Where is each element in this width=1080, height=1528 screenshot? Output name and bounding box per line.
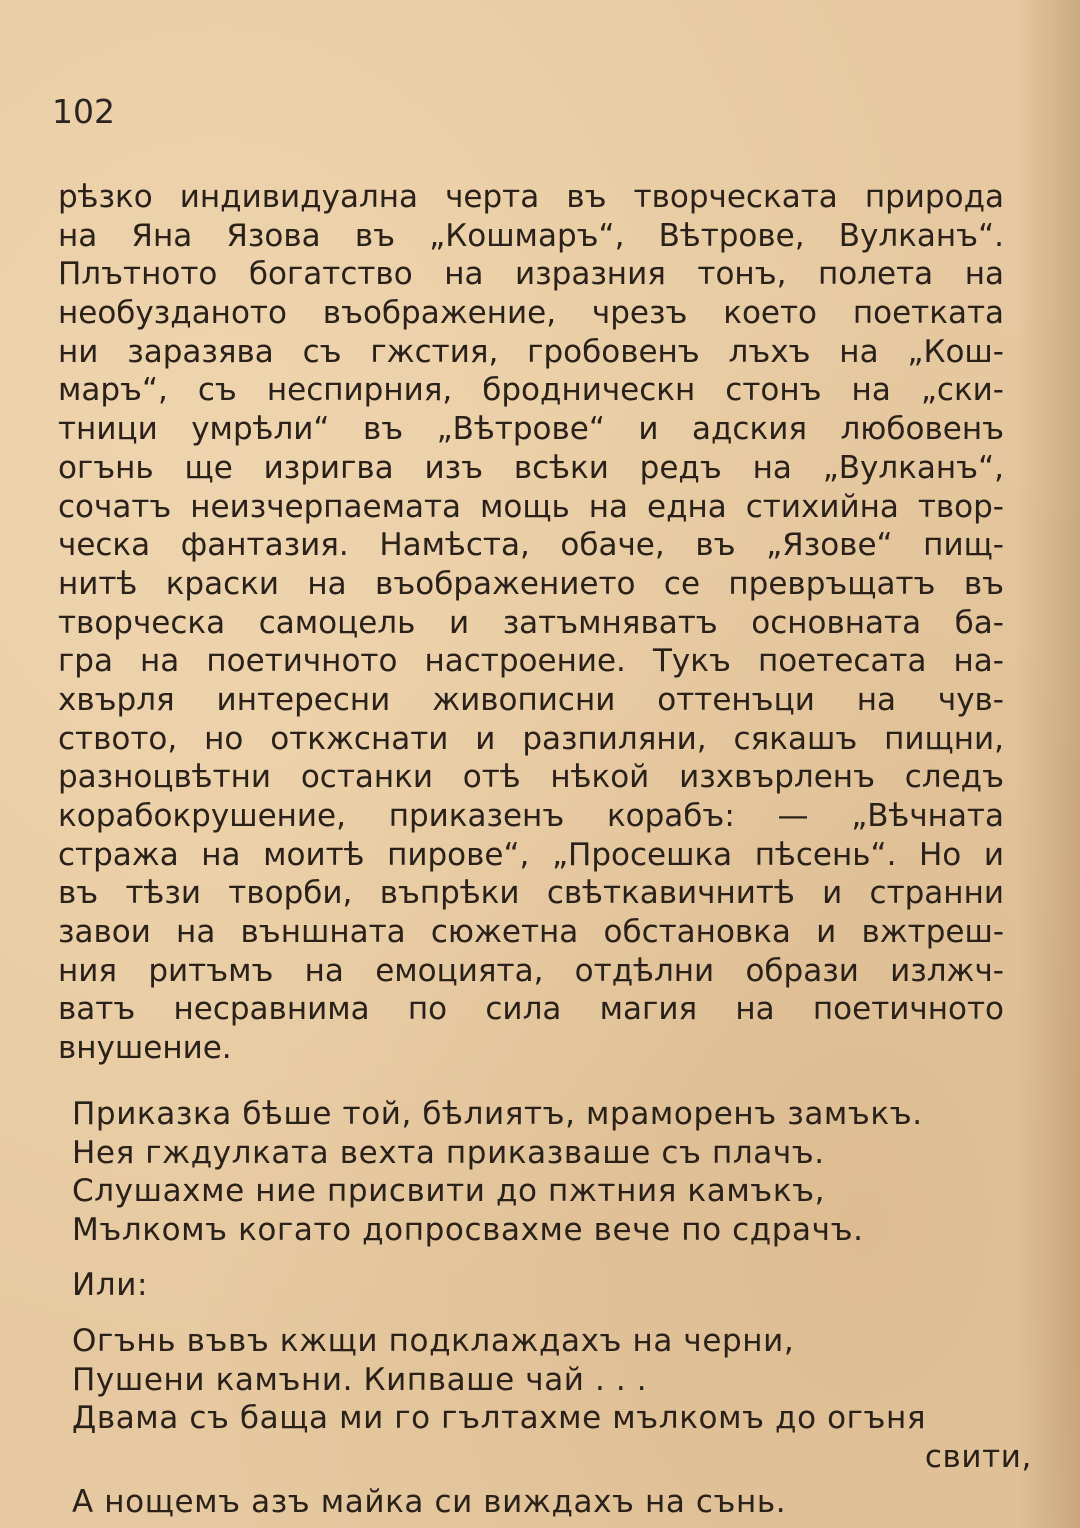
verse-quote-1 <box>72 1095 1032 1249</box>
verse-line: А нощемъ азъ майка си виждахъ на сънь. <box>72 1484 787 1520</box>
paragraph-line: огънь ще изригва изъ всѣки редъ на „Вулканъ“, <box>58 449 1004 486</box>
paragraph-line: Плътното богатство на изразния тонъ, полета на <box>58 256 1004 293</box>
verse-line-continuation: свити, <box>924 1438 1032 1475</box>
verse-line: Мълкомъ когато допросвахме вече по сдрачъ. <box>72 1211 864 1248</box>
paragraph-line: ватъ несравнима по сила магия на поетичното <box>58 991 1004 1028</box>
paragraph-line: ството, но откжснати и разпиляни, сякашъ пищни, <box>58 720 1004 757</box>
paragraph-line: на Яна Язова въ „Кошмаръ“, Вѣтрове, Вулканъ“. <box>58 217 1004 254</box>
paragraph-line: нитѣ краски на въображението се превръщатъ въ <box>58 565 1004 602</box>
page-number: 102 <box>52 92 115 131</box>
paragraph-line: внушение. <box>58 1030 232 1067</box>
paragraph-line: хвърля интересни живописни оттенъци на чув- <box>58 681 1004 718</box>
paragraph-line: необузданото въображение, чрезъ което поетката <box>58 295 1004 332</box>
paragraph-line: ни заразява съ гжстия, гробовенъ лъхъ на „Кош- <box>58 333 1004 370</box>
paragraph-line: въ тѣзи творби, въпрѣки свѣткавичнитѣ и странни <box>58 875 1004 912</box>
verse-line: Нея гждулката вехта приказваше съ плачъ. <box>72 1134 825 1171</box>
verse-line: Слушахме ние присвити до пжтния камъкъ, <box>72 1173 826 1209</box>
paragraph-line: творческа самоцель и затъмняватъ основната ба- <box>58 604 1004 641</box>
paragraph-line: завои на външната сюжетна обстановка и вжтреш- <box>58 914 1004 951</box>
verse-connector <box>72 1266 1032 1305</box>
prose-paragraph <box>58 178 1004 1068</box>
verse-quote-2 <box>72 1322 1032 1522</box>
paragraph-line: сочатъ неизчерпаемата мощь на една стихийна твор- <box>58 488 1004 525</box>
paragraph-line: ческа фантазия. Намѣста, обаче, въ „Язове“ пищ- <box>58 527 1004 564</box>
verse-line: Огънь въвъ кжщи подклаждахъ на черни, <box>72 1323 795 1359</box>
verse-connector-text: Или: <box>72 1267 148 1303</box>
verse-line: Приказка бѣше той, бѣлиятъ, мраморенъ замъкъ. <box>72 1096 923 1132</box>
verse-line: Двама съ баща ми го гълтахме мълкомъ до огъня <box>72 1400 927 1436</box>
paragraph-line: маръ“, съ неспирния, бродническн стонъ на „ски- <box>58 372 1004 409</box>
paragraph-line: рѣзко индивидуална черта въ творческата природа <box>58 179 1004 215</box>
verse-line: Пушени камъни. Кипваше чай . . . <box>72 1361 648 1398</box>
paragraph-line: гра на поетичното настроение. Тукъ поетесата на- <box>58 643 1004 680</box>
paragraph-line: корабокрушение, приказенъ корабъ: — „Вѣчната <box>58 798 1004 834</box>
paragraph-line: разноцвѣтни останки отѣ нѣкой изхвърленъ следъ <box>58 759 1004 796</box>
paragraph-line: ния ритъмъ на емоцията, отдѣлни образи излжч- <box>58 952 1004 989</box>
paragraph-line: стража на моитѣ пирове“, „Просешка пѣсень“. Но и <box>58 836 1004 873</box>
paragraph-line: тници умрѣли“ въ „Вѣтрове“ и адския любовенъ <box>58 411 1004 448</box>
